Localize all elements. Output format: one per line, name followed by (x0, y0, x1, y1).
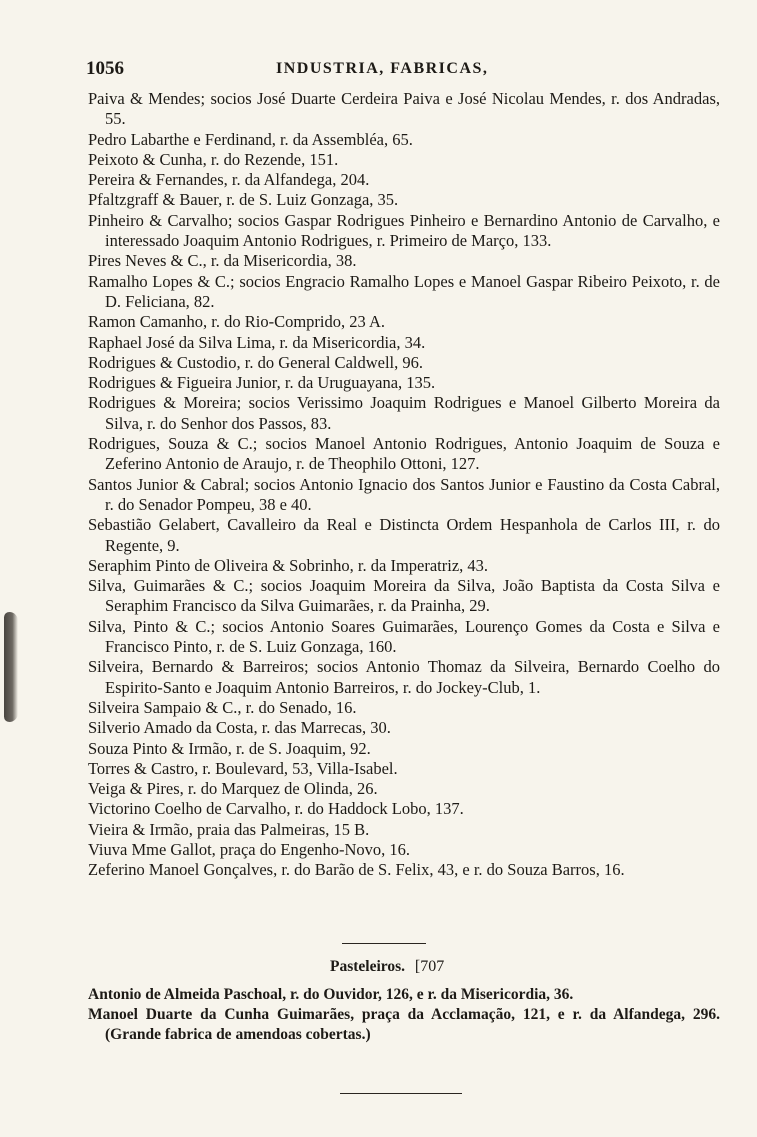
list-item: Sebastião Gelabert, Cavalleiro da Real e Distincta Ordem Hespanhola de Carlos III, r. do Regente, 9. (88, 515, 720, 555)
entry-list (88, 89, 720, 881)
section-divider-top (342, 943, 426, 944)
list-item: Silva, Pinto & C.; socios Antonio Soares Guimarães, Lourenço Gomes da Costa e Silva e Francisco Pinto, r. de S. Luiz Gonzaga, 160. (88, 616, 720, 657)
list-item: Pereira & Fernandes, r. da Alfandega, 204. (88, 170, 370, 190)
section-entry-list (88, 985, 720, 1045)
list-item: Silveira, Bernardo & Barreiros; socios Antonio Thomaz da Silveira, Bernardo Coelho do Espirito-Santo e Joaquim Antonio Barreiros, r. do Jockey-Club, 1. (88, 657, 720, 697)
list-item: Paiva & Mendes; socios José Duarte Cerdeira Paiva e José Nicolau Mendes, r. dos Andradas, 55. (88, 89, 720, 129)
list-item: Antonio de Almeida Paschoal, r. do Ouvidor, 126, e r. da Misericordia, 36. (88, 986, 574, 1003)
section-title: Pasteleiros. (330, 958, 406, 975)
list-item: Silverio Amado da Costa, r. das Marrecas, 30. (88, 718, 391, 738)
section-divider-bottom (340, 1093, 462, 1094)
list-item: Vieira & Irmão, praia das Palmeiras, 15 B. (88, 819, 370, 839)
list-item: Manoel Duarte da Cunha Guimarães, praça da Acclamação, 121, e r. da Alfandega, 296. (Grande fabrica de amendoas cobertas.) (88, 1006, 720, 1043)
list-item: Viuva Mme Gallot, praça do Engenho-Novo, 16. (88, 839, 411, 859)
list-item: Veiga & Pires, r. do Marquez de Olinda, 26. (88, 779, 378, 799)
page-edge-smudge (4, 612, 18, 722)
list-item: Silva, Guimarães & C.; socios Joaquim Moreira da Silva, João Baptista da Costa Silva e Seraphim Francisco da Silva Guimarães, r. da Prainha, 29. (88, 576, 720, 616)
list-item: Rodrigues, Souza & C.; socios Manoel Antonio Rodrigues, Antonio Joaquim de Souza e Zeferino Antonio de Araujo, r. de Theophilo Ottoni, 127. (88, 434, 720, 474)
running-head: INDUSTRIA, FABRICAS, (276, 60, 489, 77)
list-item: Raphael José da Silva Lima, r. da Misericordia, 34. (88, 332, 426, 352)
list-item: Silveira Sampaio & C., r. do Senado, 16. (88, 697, 357, 717)
list-item: Souza Pinto & Irmão, r. de S. Joaquim, 92. (88, 738, 371, 758)
list-item: Torres & Castro, r. Boulevard, 53, Villa-Isabel. (88, 758, 398, 778)
list-item: Pedro Labarthe e Ferdinand, r. da Assembléa, 65. (88, 129, 413, 149)
list-item: Rodrigues & Moreira; socios Verissimo Joaquim Rodrigues e Manoel Gilberto Moreira da Silva, r. do Senhor dos Passos, 83. (88, 393, 720, 433)
list-item: Victorino Coelho de Carvalho, r. do Haddock Lobo, 137. (88, 799, 464, 819)
list-item: Rodrigues & Custodio, r. do General Caldwell, 96. (88, 352, 424, 372)
list-item: Ramon Camanho, r. do Rio-Comprido, 23 A. (88, 312, 385, 332)
list-item: Seraphim Pinto de Oliveira & Sobrinho, r. da Imperatriz, 43. (88, 555, 489, 575)
list-item: Pfaltzgraff & Bauer, r. de S. Luiz Gonzaga, 35. (88, 190, 399, 210)
page-number: 1056 (86, 58, 124, 79)
list-item: Santos Junior & Cabral; socios Antonio Ignacio dos Santos Junior e Faustino da Costa Cabral, r. do Senador Pompeu, 38 e 40. (88, 474, 720, 514)
list-item: Rodrigues & Figueira Junior, r. da Uruguayana, 135. (88, 373, 436, 393)
section-heading (330, 958, 444, 976)
list-item: Ramalho Lopes & C.; socios Engracio Ramalho Lopes e Manoel Gaspar Ribeiro Peixoto, r. de D. Feliciana, 82. (88, 271, 720, 311)
page-header (86, 58, 726, 84)
list-item: Pinheiro & Carvalho; socios Gaspar Rodrigues Pinheiro e Bernardino Antonio de Carvalho, e interessado Joaquim Antonio Rodrigues, r. Primeiro de Março, 133. (88, 210, 720, 251)
list-item: Zeferino Manoel Gonçalves, r. do Barão de S. Felix, 43, e r. do Souza Barros, 16. (88, 860, 625, 880)
list-item: Pires Neves & C., r. da Misericordia, 38. (88, 251, 357, 271)
section-reference: [707 (414, 958, 445, 975)
list-item: Peixoto & Cunha, r. do Rezende, 151. (88, 149, 339, 169)
